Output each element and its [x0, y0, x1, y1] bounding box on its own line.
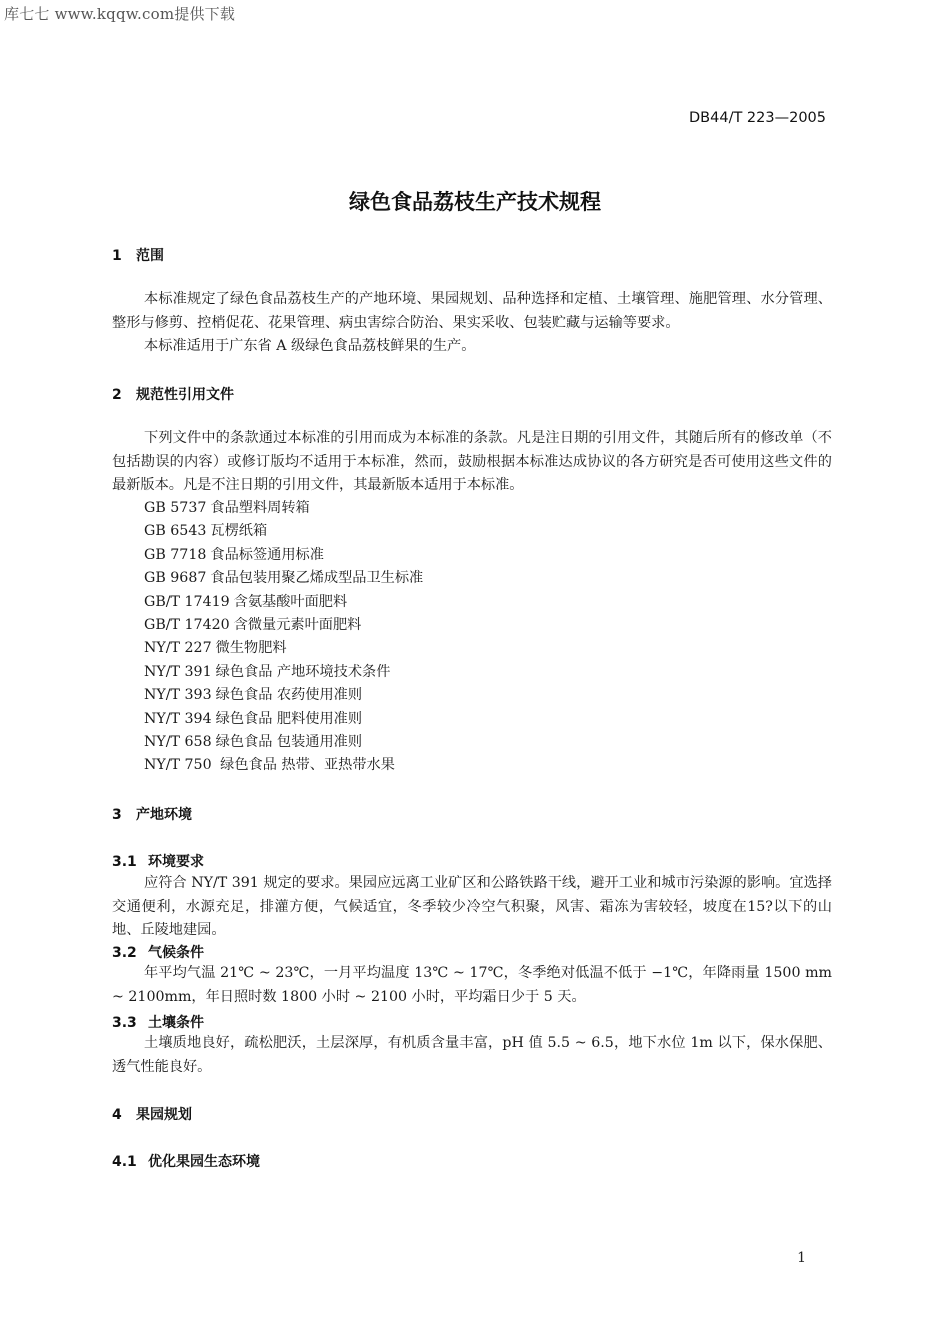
section-number: 4.1: [112, 1154, 137, 1170]
reference-item: [144, 684, 423, 707]
section-number: 4: [112, 1107, 122, 1123]
reference-code: NY/T 227: [144, 640, 212, 657]
reference-code: NY/T 750: [144, 757, 212, 774]
reference-item: [144, 614, 423, 637]
reference-code: NY/T 394: [144, 710, 212, 727]
section-number: 3.3: [112, 1015, 137, 1031]
section-3-heading: [112, 804, 192, 824]
document-title: 绿色食品荔枝生产技术规程: [349, 190, 601, 214]
section-2-heading: [112, 384, 234, 404]
reference-name: 食品塑料周转箱: [210, 500, 310, 516]
reference-code: GB 5737: [144, 500, 207, 516]
section-3-3-paragraph: 土壤质地良好，疏松肥沃，土层深厚，有机质含量丰富，pH 值 5.5 ~ 6.5，地下水位 1m 以下，保水保肥、透气性能良好。: [112, 1035, 832, 1075]
section-title: 规范性引用文件: [136, 387, 234, 403]
page-number: 1: [797, 1250, 806, 1266]
section-title: 优化果园生态环境: [148, 1154, 260, 1170]
section-title: 范围: [136, 248, 164, 264]
reference-name: 含微量元素叶面肥料: [233, 616, 362, 633]
section-title: 果园规划: [136, 1107, 192, 1123]
reference-item: [144, 544, 423, 567]
section-2-paragraph-1: 下列文件中的条款通过本标准的引用而成为本标准的条款。凡是注日期的引用文件，其随后所有的修改单（不包括勘误的内容）或修订版均不适用于本标准，然而，鼓励根据本标准达成协议的各方研究是否可使用这些文件的最新版本。凡是不注日期的引用文件，其最新版本适用于本标准。: [112, 430, 832, 493]
reference-item: [144, 520, 423, 543]
reference-code: GB 6543: [144, 523, 207, 540]
reference-code: GB/T 17419: [144, 593, 230, 610]
reference-name: 食品包装用聚乙烯成型品卫生标准: [210, 570, 424, 587]
reference-name: 瓦楞纸箱: [210, 523, 268, 540]
reference-name: 微生物肥料: [215, 640, 287, 657]
reference-item: [144, 567, 423, 590]
reference-name: 绿色食品 热带、亚热带水果: [215, 757, 395, 774]
reference-item: [144, 731, 423, 754]
reference-code: NY/T 658: [144, 733, 212, 750]
section-3-3-heading: [112, 1012, 204, 1032]
standard-code: DB44/T 223—2005: [689, 110, 826, 126]
reference-item: [144, 661, 423, 684]
reference-name: 绿色食品 包装通用准则: [215, 733, 363, 750]
section-3-1-paragraph: 应符合 NY/T 391 规定的要求。果园应远离工业矿区和公路铁路干线，避开工业和城市污染源的影响。宜选择交通便利，水源充足，排灌方便，气候适宜，冬季较少冷空气积聚，风害、霜冻为害较轻，坡度在15?以下的山地、丘陵地建园。: [112, 875, 832, 938]
reference-item: [144, 497, 423, 520]
reference-name: 含氨基酸叶面肥料: [233, 593, 348, 610]
section-title: 环境要求: [148, 854, 204, 870]
reference-code: GB 7718: [144, 546, 207, 563]
watermark-text: 库七七 www.kqqw.com提供下载: [4, 5, 236, 23]
section-title: 气候条件: [148, 945, 204, 961]
section-number: 3: [112, 807, 122, 823]
reference-name: 食品标签通用标准: [210, 546, 324, 563]
section-1-paragraph-2: 本标准适用于广东省 A 级绿色食品荔枝鲜果的生产。: [144, 338, 476, 354]
section-3-2-paragraph: 年平均气温 21℃ ~ 23℃，一月平均温度 13℃ ~ 17℃，冬季绝对低温不低于 −1℃，年降雨量 1500 mm ~ 2100mm，年日照时数 1800 小时 ~ 2100 小时，平均霜日少于 5 天。: [112, 965, 832, 1005]
section-1-heading: [112, 245, 164, 265]
section-title: 土壤条件: [148, 1015, 204, 1031]
reference-name: 绿色食品 农药使用准则: [215, 687, 363, 704]
reference-name: 绿色食品 产地环境技术条件: [215, 663, 391, 680]
reference-code: NY/T 393: [144, 687, 212, 704]
reference-code: GB/T 17420: [144, 616, 230, 633]
reference-name: 绿色食品 肥料使用准则: [215, 710, 363, 727]
section-number: 2: [112, 387, 122, 403]
section-4-heading: [112, 1104, 192, 1124]
section-number: 3.2: [112, 945, 137, 961]
section-1-paragraph-1: 本标准规定了绿色食品荔枝生产的产地环境、果园规划、品种选择和定植、土壤管理、施肥管理、水分管理、整形与修剪、控梢促花、花果管理、病虫害综合防治、果实采收、包装贮藏与运输等要求。: [112, 291, 832, 331]
reference-item: [144, 708, 423, 731]
section-number: 1: [112, 248, 122, 264]
section-3-1-heading: [112, 851, 204, 871]
reference-code: GB 9687: [144, 570, 207, 587]
reference-item: [144, 591, 423, 614]
normative-reference-list: [144, 497, 423, 778]
section-3-2-heading: [112, 942, 204, 962]
reference-item: [144, 754, 423, 777]
reference-item: [144, 637, 423, 660]
section-4-1-heading: [112, 1151, 260, 1171]
reference-code: NY/T 391: [144, 663, 212, 680]
section-title: 产地环境: [136, 807, 192, 823]
section-number: 3.1: [112, 854, 137, 870]
